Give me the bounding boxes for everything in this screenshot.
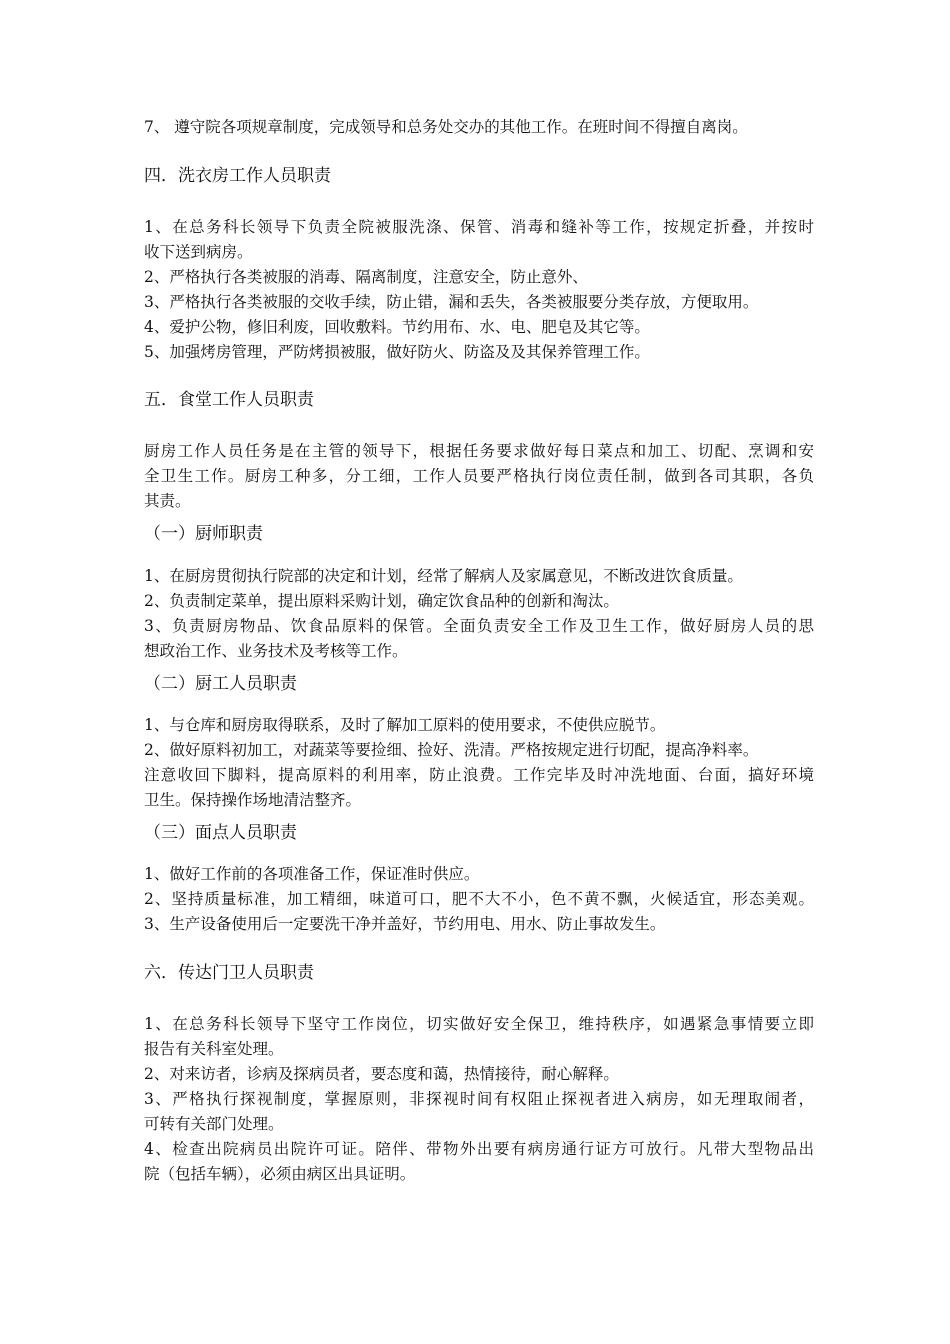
- kitchen-staff-item: 卫生。保持操作场地清洁整齐。: [144, 791, 362, 809]
- pastry-item: 1、做好工作前的各项准备工作，保证准时供应。: [144, 865, 480, 883]
- canteen-intro-line: 其责。: [144, 492, 191, 510]
- kitchen-staff-item: 2、做好原料初加工，对蔬菜等要捡细、捡好、洗清。严格按规定进行切配，提高净料率。: [144, 741, 759, 759]
- laundry-item: 5、加强烤房管理，严防烤损被服，做好防火、防盗及及其保养管理工作。: [144, 343, 650, 361]
- guard-item: 2、对来访者，诊病及探病员者，要态度和蔼，热情接待，耐心解释。: [144, 1065, 619, 1083]
- section-heading-guard: 六．传达门卫人员职责: [144, 963, 314, 983]
- guard-item: 3、严格执行探视制度，掌握原则，非探视时间有权阻止探视者进入病房，如无理取闹者，: [144, 1090, 814, 1108]
- guard-item: 可转有关部门处理。: [144, 1115, 284, 1133]
- laundry-item: 收下送到病房。: [144, 243, 253, 261]
- guard-item: 院（包括车辆），必须由病区出具证明。: [144, 1165, 416, 1183]
- pastry-item: 3、生产设备使用后一定要洗干净并盖好，节约用电、用水、防止事故发生。: [144, 915, 666, 933]
- guard-item: 1、在总务科长领导下坚守工作岗位，切实做好安全保卫，维持秩序，如遇紧急事情要立即: [144, 1015, 814, 1033]
- guard-item: 4、检查出院病员出院许可证。陪伴、带物外出要有病房通行证方可放行。凡带大型物品出: [144, 1140, 814, 1158]
- chef-item: 3、负责厨房物品、饮食品原料的保管。全面负责安全工作及卫生工作，做好厨房人员的思: [144, 617, 814, 635]
- canteen-intro-line: 全卫生工作。厨房工种多，分工细，工作人员要严格执行岗位责任制，做到各司其职，各负: [144, 467, 814, 485]
- laundry-item: 2、严格执行各类被服的消毒、隔离制度，注意安全，防止意外、: [144, 268, 588, 286]
- section-heading-laundry: 四．洗衣房工作人员职责: [144, 166, 331, 186]
- subsection-heading-chef: （一）厨师职责: [144, 524, 263, 544]
- guard-item: 报告有关科室处理。: [144, 1040, 284, 1058]
- canteen-intro-line: 厨房工作人员任务是在主管的领导下，根据任务要求做好每日菜点和加工、切配、烹调和安: [144, 442, 814, 460]
- chef-item: 2、负责制定菜单，提出原料采购计划，确定饮食品种的创新和淘汰。: [144, 592, 619, 610]
- kitchen-staff-item: 注意收回下脚料，提高原料的利用率，防止浪费。工作完毕及时冲洗地面、台面，搞好环境: [144, 766, 814, 784]
- subsection-heading-kitchen-staff: （二）厨工人员职责: [144, 674, 297, 694]
- chef-item: 想政治工作、业务技术及考核等工作。: [144, 642, 408, 660]
- laundry-item: 3、严格执行各类被服的交收手续，防止错，漏和丢失，各类被服要分类存放，方便取用。: [144, 293, 759, 311]
- subsection-heading-pastry: （三）面点人员职责: [144, 823, 297, 843]
- section-heading-canteen: 五．食堂工作人员职责: [144, 390, 314, 410]
- laundry-item: 1、在总务科长领导下负责全院被服洗涤、保管、消毒和缝补等工作，按规定折叠，并按时: [144, 218, 814, 236]
- kitchen-staff-item: 1、与仓库和厨房取得联系，及时了解加工原料的使用要求，不使供应脱节。: [144, 716, 666, 734]
- duty-item-7: 7、 遵守院各项规章制度，完成领导和总务处交办的其他工作。在班时间不得擅自离岗。: [144, 118, 748, 136]
- laundry-item: 4、爱护公物，修旧利废，回收敷料。节约用布、水、电、肥皂及其它等。: [144, 318, 650, 336]
- chef-item: 1、在厨房贯彻执行院部的决定和计划，经常了解病人及家属意见，不断改进饮食质量。: [144, 567, 743, 585]
- pastry-item: 2、坚持质量标准，加工精细，味道可口，肥不大不小，色不黄不飘，火候适宜，形态美观。: [144, 890, 814, 908]
